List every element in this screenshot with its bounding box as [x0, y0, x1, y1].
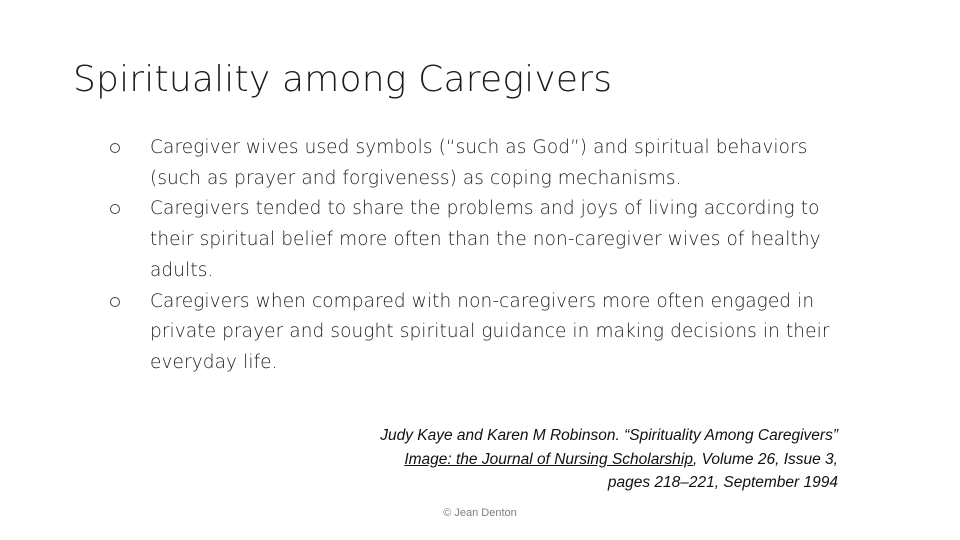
bullet-text: Caregivers tended to share the problems and joys of living according to their spiritual belief more often than the non-caregiver wives of healthy adults.	[150, 198, 821, 281]
citation-authors-title: Judy Kaye and Karen M Robinson. “Spirituality Among Caregivers”	[380, 427, 838, 444]
bullet-item	[110, 194, 850, 286]
bullet-circle-icon	[110, 204, 120, 214]
bullet-item	[110, 133, 850, 194]
citation-pages-date: pages 218–221, September 1994	[607, 474, 838, 491]
bullet-text: Caregiver wives used symbols (“such as God”) and spiritual behaviors (such as prayer and forgiveness) as coping mechanisms.	[150, 137, 808, 189]
citation	[380, 424, 838, 495]
citation-journal-line	[380, 448, 838, 472]
citation-volume: , Volume 26, Issue 3,	[692, 450, 838, 468]
bullet-circle-icon	[110, 297, 120, 307]
slide-title: Spirituality among Caregivers	[73, 59, 613, 100]
footer-copyright: © Jean Denton	[443, 507, 517, 519]
bullet-circle-icon	[110, 143, 120, 153]
citation-journal-name: Image: the Journal of Nursing Scholarship	[404, 450, 693, 468]
bullet-list	[110, 133, 850, 379]
bullet-item	[110, 287, 850, 379]
bullet-text: Caregivers when compared with non-caregivers more often engaged in private prayer and sought spiritual guidance in making decisions in their everyday life.	[150, 290, 830, 373]
